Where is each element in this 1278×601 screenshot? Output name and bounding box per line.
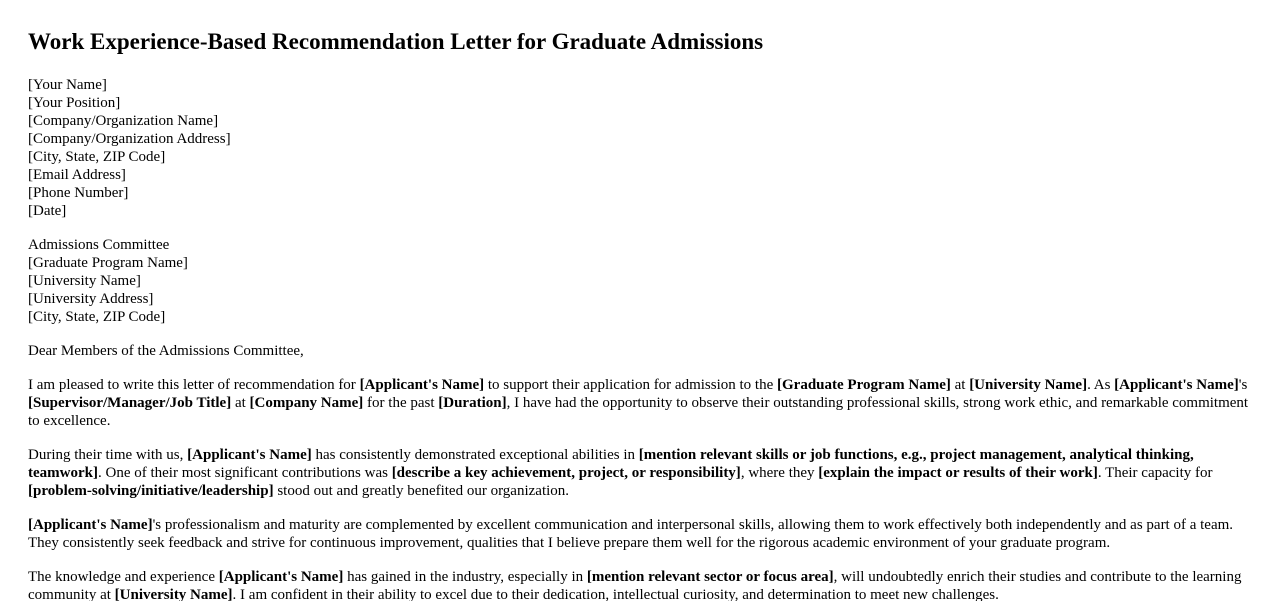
placeholder-field: [problem-solving/initiative/leadership] [28,483,274,499]
body-text: to support their application for admission to the [484,377,778,393]
sender-organization-address: [Company/Organization Address] [28,131,231,147]
sender-phone: [Phone Number] [28,185,129,201]
page-title: Work Experience-Based Recommendation Letter for Graduate Admissions [28,29,764,54]
sender-organization: [Company/Organization Name] [28,113,219,129]
recipient-committee: Admissions Committee [28,237,170,253]
placeholder-field: [Applicant's Name] [218,569,344,585]
recipient-city-state-zip: [City, State, ZIP Code] [28,309,166,325]
body-text: at [231,395,250,411]
sender-name: [Your Name] [28,77,107,93]
sender-position: [Your Position] [28,95,121,111]
body-text: has gained in the industry, especially in [343,569,587,585]
placeholder-field: [Applicant's Name] [359,377,485,393]
body-text: 's professionalism and maturity are complemented by excellent communication and interpersonal skills, allowing them to work effectively both independently and as part of a team. They consistently seek feedback and strive for continuous improvement, qualities that I believe prepare them well for the rigorous academic environment of your graduate program. [28,517,1234,551]
placeholder-field: [mention relevant sector or focus area] [586,569,834,585]
body-text: , will undoubtedly enrich their studies and contribute to the learning community at [28,569,1242,601]
body-text: stood out and greatly benefited our organization. [273,483,570,499]
placeholder-field: [mention relevant skills or job functions, e.g., project management, analytical thinking, teamwork] [28,447,1194,481]
body-text: , where they [740,465,819,481]
recipient-program: [Graduate Program Name] [28,255,188,271]
placeholder-field: [University Name] [969,377,1088,393]
placeholder-field: [describe a key achievement, project, or responsibility] [391,465,741,481]
body-text: . One of their most significant contributions was [97,465,392,481]
body-paragraph [28,568,1250,601]
body-text: The knowledge and experience [28,569,219,585]
placeholder-field: [Applicant's Name] [187,447,312,463]
sender-city-state-zip: [City, State, ZIP Code] [28,149,166,165]
body-text: , I have had the opportunity to observe their outstanding professional skills, strong work ethic, and remarkable commitment to excellence. [28,395,1249,429]
placeholder-field: [Graduate Program Name] [777,377,951,393]
body-text: has consistently demonstrated exceptional abilities in [311,447,639,463]
placeholder-field: [Duration] [438,395,507,411]
body-text: at [950,377,970,393]
body-paragraph [28,446,1250,500]
sender-address-block [28,76,1250,220]
recipient-address-block [28,236,1250,326]
recipient-university-address: [University Address] [28,291,154,307]
placeholder-field: [University Name] [114,587,233,601]
placeholder-field: [explain the impact or results of their work] [818,465,1098,481]
body-text: 's [1238,377,1248,393]
letter-date: [Date] [28,203,67,219]
placeholder-field: [Applicant's Name] [1114,377,1239,393]
body-text: for the past [363,395,439,411]
recipient-university: [University Name] [28,273,141,289]
salutation: Dear Members of the Admissions Committee, [28,343,304,359]
body-paragraph [28,376,1250,430]
body-text: During their time with us, [28,447,188,463]
placeholder-field: [Company Name] [249,395,364,411]
body-text: . I am confident in their ability to excel due to their dedication, intellectual curiosity, and determination to meet new challenges. [232,587,999,601]
sender-email: [Email Address] [28,167,126,183]
body-paragraph [28,516,1250,552]
placeholder-field: [Applicant's Name] [28,517,153,533]
placeholder-field: [Supervisor/Manager/Job Title] [28,395,232,411]
body-text: . Their capacity for [1097,465,1213,481]
body-text: I am pleased to write this letter of recommendation for [28,377,360,393]
body-text: . As [1087,377,1115,393]
